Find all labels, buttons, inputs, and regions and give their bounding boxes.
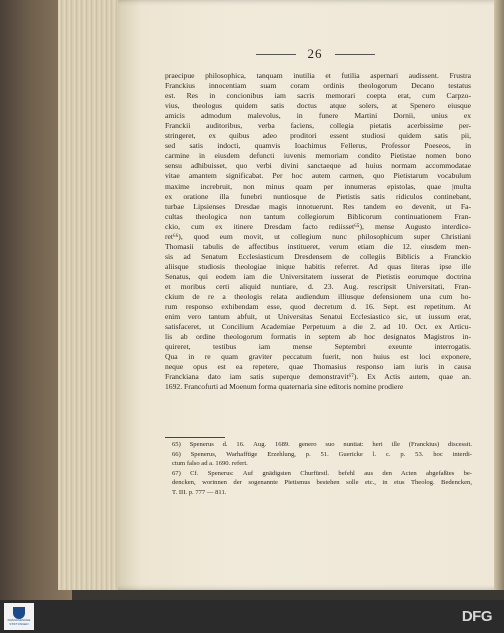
text-line: vitae amantem significabat. Per hoc autem carmen, quo Pietistarum vocabulum xyxy=(165,171,471,181)
footnote-line: ctum falso ad a. 1690. refert. xyxy=(172,460,248,468)
footnote-line: 67) Cf. Spenerus: Auf gnädigsten Churfürstl. befehl aus den Acten abgefaßtes be- xyxy=(172,469,472,477)
text-line: turbae Lipsienses Dresdae magis innotuerunt. Res tandem eo devenit, ut Fa- xyxy=(165,201,471,211)
header-rule-left xyxy=(256,54,296,55)
text-line: ex oratione illa funebri nuntiosque de Pietistis satis ridiculos continebant, xyxy=(165,191,471,201)
footnotes xyxy=(172,440,472,498)
body-text xyxy=(165,71,471,393)
text-line: quireret, testibus iam mense Septembri exeunte interrogatis. xyxy=(165,342,471,352)
text-line: vius, theologus quidem satis doctus atque solers, at Spenero eiusque xyxy=(165,101,471,111)
text-line: amicis admodum malevolus, in funere Martini Dornii, unius ex xyxy=(165,111,471,121)
text-line: Senatus, qui eodem iam die Universitatem iusserat de Pietistis eorumque doctrina xyxy=(165,271,471,281)
footnote-separator xyxy=(165,437,225,438)
franckesche-stiftungen-logo[interactable] xyxy=(4,603,34,630)
text-line: Thomasii tabulis de affectibus institueret, verum etiam die 12. eiusdem men- xyxy=(165,241,471,251)
text-line: maxime increbruit, non minus quam per innumeras epistolas, quae |multa xyxy=(165,181,471,191)
text-line: cultas theologica non tantum collegiorum Biblicorum continuationem Fran- xyxy=(165,211,471,221)
text-line: Franckius innocentiam suam coram ordinis theologorum Decano testatus xyxy=(165,81,471,91)
footnote-line: dencken, worinnen der sogenannte Pietismus bestehen solle etc., in eius Theolog. Bedencken, xyxy=(172,479,472,487)
page-right-edge xyxy=(494,0,504,590)
text-line: Franckii auditoribus, verba faciens, collegia pietatis acerbissime per- xyxy=(165,121,471,131)
text-line: sensu adhibuisset, quo verbi divini sanctaeque ad huius normam accommodatae xyxy=(165,161,471,171)
text-line: stringeret, ex quibus adeo proditori essent studiosi quidem satis pii, xyxy=(165,131,471,141)
footnote-line: 66) Spenerus, Warhafftige Erzehlung, p. 51. Guericke l. c. p. 53. hoc interdi- xyxy=(172,450,472,458)
footnote-line: 65) Spenerus d. 16. Aug. 1689. genero suo nuntiat: heri ille (Franckius) discessit. xyxy=(172,441,472,448)
text-line: ret⁶⁶), quod eum movit, ut collegium nunc philosophicum super Christiani xyxy=(165,231,471,241)
text-line: lis ab ordine theologorum formatis in septem ab hoc designatos Magistros in- xyxy=(165,332,471,342)
text-line: aliisque studiosis theologiae inique habitis referret. Ad quas literas ipse ille xyxy=(165,261,471,271)
text-line: enim vero tantum abfuit, ut Universitas Senatui Ecclesiastico sic, ut iussum erat, xyxy=(165,312,471,322)
text-line: Qua in re quam graviter peccatum fuerit, non huius est loci exponere, xyxy=(165,352,471,362)
page-number: 26 xyxy=(307,46,323,61)
logo-left-text: FRANCKESCHE STIFTUNGEN xyxy=(7,618,31,626)
text-line: ckium de re a theologis relata audiendum illiusque defensionem una cum ho- xyxy=(165,292,471,302)
text-line: rum responso exhibendam esse, quod decretum d. 16. Sept. est repetitum. At xyxy=(165,302,471,312)
footnote-line: T. III. p. 777 — 811. xyxy=(172,488,227,496)
text-line: est. Res in concionibus iam sacris memorari coepta erat, cum Carpzo- xyxy=(165,91,471,101)
text-line: sis ad Senatum Ecclesiasticum Dresdensem de collegiis Biblicis a Franckio xyxy=(165,251,471,261)
text-line: neque opus est ea repetere, quae Thomasius responso iam iuris in causa xyxy=(165,362,471,372)
text-line: ckio, cum ex itinere Dresdam facto rediisset⁶⁵), mense Augusto interdice- xyxy=(165,221,471,231)
page-number-header xyxy=(150,44,480,64)
text-line: satisfaceret, ut Concilium Academiae Perpetuum a die 2. ad 10. Oct. ex Articu- xyxy=(165,322,471,332)
text-line: carmine in eiusdem defuncti iuvenis memoriam condito Pietistae nomen bono xyxy=(165,151,471,161)
text-line: 1692. Francofurti ad Moenum forma quaternaria sine editoris nomine prodiere xyxy=(165,382,404,392)
dfg-logo[interactable]: DFG xyxy=(461,608,492,625)
viewer-footer xyxy=(0,600,504,633)
text-line: sed satis indocti, quamvis Ioachimus Fellerus, Professor Poeseos, in xyxy=(165,141,471,151)
text-line: et moribus certi aliquid nuntiare, d. 23. Aug. rescripsit Universitati, Fran- xyxy=(165,281,471,291)
header-rule-right xyxy=(335,54,375,55)
text-line: Franckiana dato iam satis superque demonstravit⁶⁷). Ex Actis autem, quae an. xyxy=(165,372,471,382)
text-line: praecipue philosophica, tanquam inutilia et futilia aspernari audissent. Frustra xyxy=(165,71,471,80)
